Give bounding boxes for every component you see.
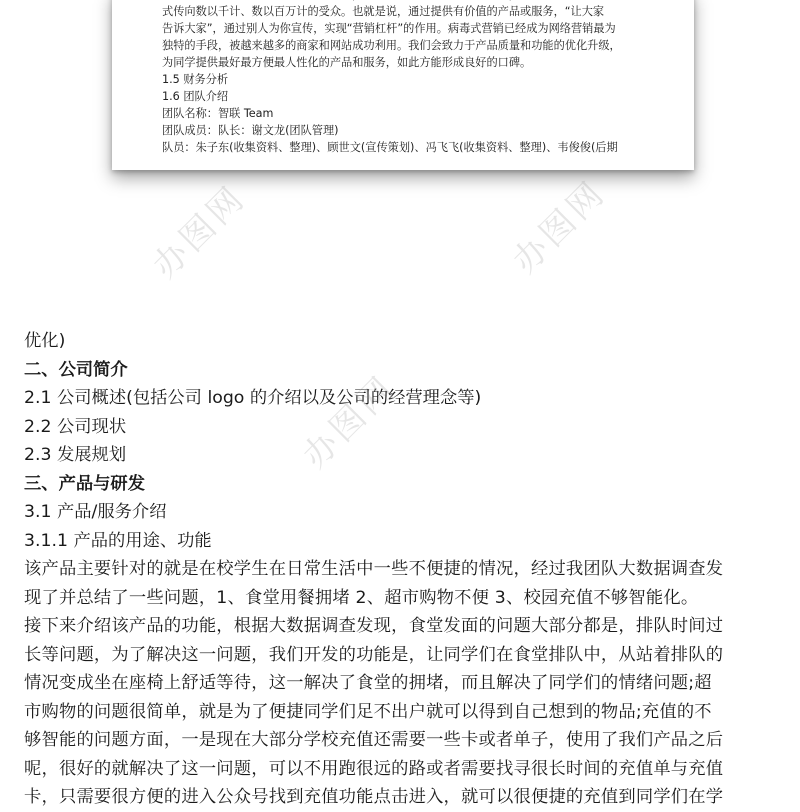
card-team-name: 团队名称：智联 Team: [162, 107, 274, 120]
subsection-overview: 2.1 公司概述(包括公司 logo 的介绍以及公司的经营理念等): [24, 388, 482, 408]
card-text-block: [162, 0, 662, 156]
card-team-members: 团队成员：队长：谢文龙(团队管理): [162, 124, 339, 137]
continuation-text: 优化): [24, 331, 66, 351]
paragraph-line: 呢，很好的就解决了这一问题，可以不用跑很远的路或者需要找寻很长时间的充值单与充值: [24, 758, 724, 779]
paragraph-line: 够智能的问题方面，一是现在大部分学校充值还需要一些卡或者单子，使用了我们产品之后: [24, 730, 724, 750]
watermark: 办图网: [145, 177, 254, 287]
section-heading-company: 二、公司简介: [24, 359, 128, 380]
paragraph-line: 市购物的问题很简单，就是为了便捷同学们足不出户就可以得到自己想到的物品;充值的不: [24, 701, 712, 722]
document-body: [24, 327, 784, 812]
paragraph-line: 卡，只需要很方便的进入公众号找到充值功能点击进入，就可以很便捷的充值到同学们在学: [24, 787, 724, 807]
watermark: 办图网: [295, 367, 404, 477]
card-section-finance: 1.5 财务分析: [162, 73, 229, 86]
section-heading-product: 三、产品与研发: [24, 473, 145, 494]
card-line: 为同学提供最好最方便最人性化的产品和服务，如此方能形成良好的口碑。: [162, 56, 532, 69]
paragraph-line: 情况变成坐在座椅上舒适等待，这一解决了食堂的拥堵，而且解决了同学们的情绪问题;超: [24, 673, 712, 693]
paragraph-line: 长等问题，为了解决这一问题，我们开发的功能是，让同学们在食堂排队中，从站着排队的: [24, 644, 724, 665]
paragraph-line: 现了并总结了一些问题，1、食堂用餐拥堵 2、超市购物不便 3、校园充值不够智能化。: [24, 587, 699, 608]
subsection-product-usage: 3.1.1 产品的用途、功能: [24, 530, 212, 551]
subsection-status: 2.2 公司现状: [24, 416, 127, 437]
subsection-plan: 2.3 发展规划: [24, 445, 127, 465]
card-line: 独特的手段，被越来越多的商家和网站成功利用。我们会致力于产品质量和功能的优化升级，: [162, 39, 621, 52]
document-preview-card: [112, 0, 694, 170]
paragraph-line: 接下来介绍该产品的功能，根据大数据调查发现，食堂发面的问题大部分都是，排队时间过: [24, 616, 724, 636]
subsection-product-intro: 3.1 产品/服务介绍: [24, 502, 167, 522]
paragraph-line: 该产品主要针对的就是在校学生在日常生活中一些不便捷的情况，经过我团队大数据调查发: [24, 559, 724, 579]
card-team-staff: 队员：朱子东(收集资料、整理)、顾世文(宣传策划)、冯飞飞(收集资料、整理)、韦俊俊(后期: [162, 141, 618, 154]
watermark: 办图网: [505, 172, 614, 282]
card-line: 告诉大家”，通过别人为你宣传，实现“营销杠杆”的作用。病毒式营销已经成为网络营销最为: [162, 22, 616, 35]
card-section-team: 1.6 团队介绍: [162, 90, 229, 103]
card-line: 式传向数以千计、数以百万计的受众。也就是说，通过提供有价值的产品或服务，“让大家: [162, 5, 605, 18]
